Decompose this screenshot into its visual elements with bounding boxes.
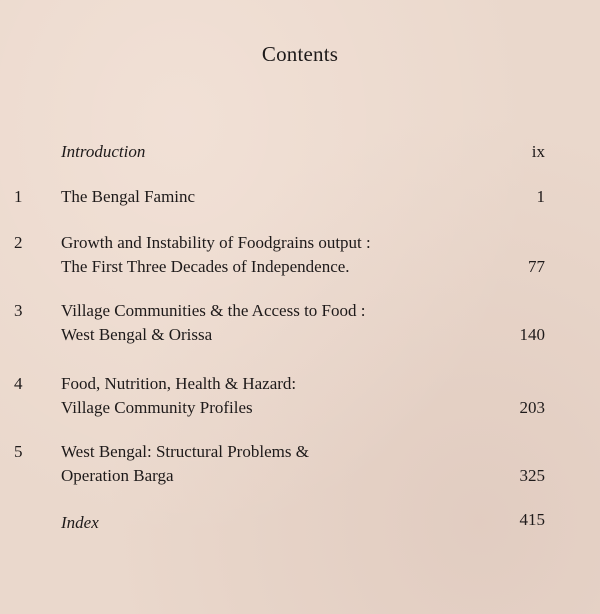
- chapter-title-line: Village Community Profiles: [61, 398, 253, 417]
- chapter-number: 3: [14, 301, 23, 320]
- page-number: 203: [519, 398, 545, 417]
- chapter-number: 2: [14, 233, 23, 252]
- chapter-title: [61, 231, 461, 279]
- page-number: ix: [531, 142, 545, 161]
- chapter-title-line: Food, Nutrition, Health & Hazard:: [61, 374, 297, 393]
- chapter-title-line: Introduction: [61, 142, 146, 161]
- chapter-title-line: West Bengal & Orissa: [61, 325, 213, 344]
- page-number: 325: [519, 466, 545, 485]
- chapter-title-line: Growth and Instability of Foodgrains output :: [61, 233, 371, 252]
- page-number: 140: [519, 325, 545, 344]
- page-number: 415: [519, 510, 545, 529]
- page-number: 77: [528, 257, 545, 276]
- chapter-title-line: West Bengal: Structural Problems &: [61, 442, 309, 461]
- chapter-title: [61, 511, 461, 535]
- chapter-title-line: Index: [61, 513, 99, 532]
- chapter-title: [61, 440, 461, 488]
- page-number: 1: [536, 187, 545, 206]
- chapter-title: [61, 299, 461, 347]
- chapter-title: [61, 372, 461, 420]
- chapter-title-line: The Bengal Faminc: [61, 187, 196, 206]
- chapter-title-line: Village Communities & the Access to Food :: [61, 301, 366, 320]
- chapter-number: 1: [14, 187, 23, 206]
- chapter-title-line: The First Three Decades of Independence.: [61, 257, 350, 276]
- chapter-title: [61, 140, 461, 164]
- page-title: Contents: [261, 42, 339, 66]
- chapter-title: [61, 185, 461, 209]
- chapter-number: 5: [14, 442, 23, 461]
- chapter-title-line: Operation Barga: [61, 466, 174, 485]
- chapter-number: 4: [14, 374, 23, 393]
